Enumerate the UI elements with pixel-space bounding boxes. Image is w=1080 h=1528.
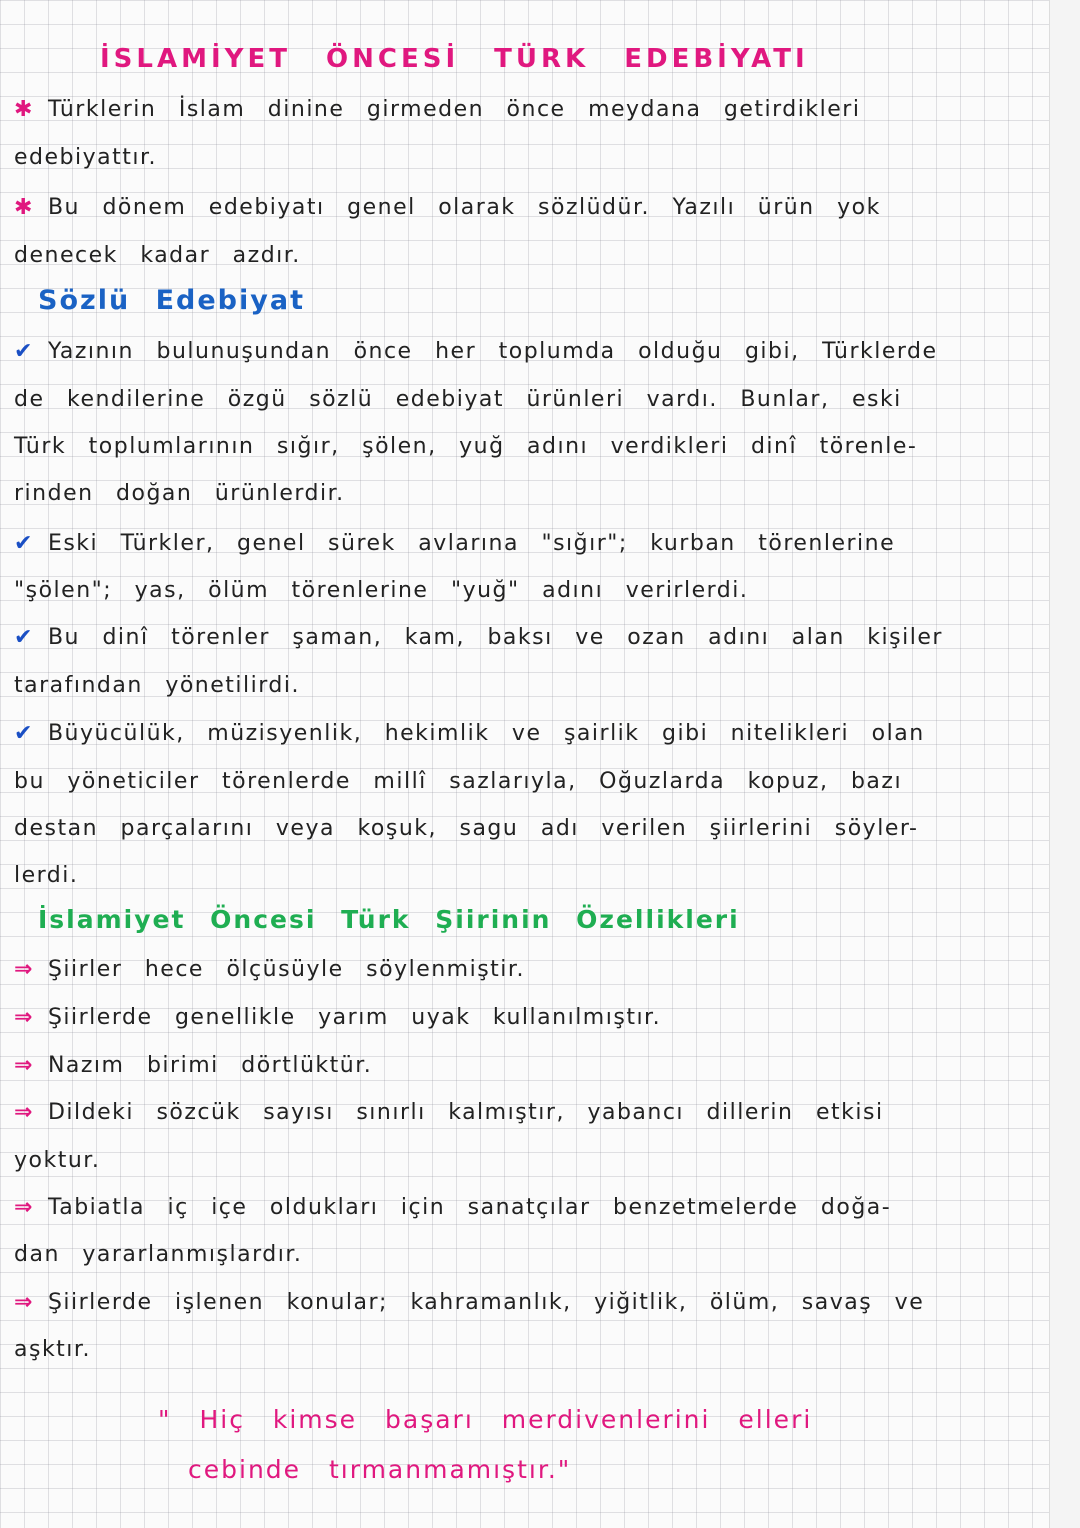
note-text: Eski Türkler, genel sürek avlarına "sığır"; kurban törenlerine [47, 531, 896, 556]
note-line [14, 385, 1030, 415]
note-line [14, 767, 1030, 797]
note-line [14, 955, 1030, 985]
checkmark-icon: ✔ [14, 625, 34, 650]
page-edge [1049, 0, 1080, 1528]
note-text: Türklerin İslam dinine girmeden önce meydana getirdikleri [47, 97, 861, 122]
arrow-icon: ⇒ [14, 1100, 34, 1125]
note-text: Dildeki sözcük sayısı sınırlı kalmıştır, yabancı dillerin etkisi [47, 1100, 884, 1125]
note-line [14, 95, 1030, 125]
note-text: edebiyattır. [14, 145, 157, 170]
note-line [14, 1288, 1030, 1318]
note-text: Şiirler hece ölçüsüyle söylenmiştir. [47, 957, 525, 982]
note-text: lerdi. [14, 863, 79, 888]
checkmark-icon: ✔ [14, 339, 34, 364]
note-text: Büyücülük, müzisyenlik, hekimlik ve şairlik gibi nitelikleri olan [47, 721, 925, 746]
checkmark-icon: ✔ [14, 721, 34, 746]
arrow-icon: ⇒ [14, 957, 34, 982]
note-line [14, 1335, 1030, 1365]
note-text: Bu dinî törenler şaman, kam, baksı ve ozan adını alan kişiler [47, 625, 943, 650]
note-line [14, 1098, 1030, 1128]
note-text: Türk toplumlarının sığır, şölen, yuğ adını verdikleri dinî törenle- [14, 434, 918, 459]
note-text: Nazım birimi dörtlüktür. [47, 1053, 373, 1078]
note-text: Şiirlerde genellikle yarım uyak kullanılmıştır. [47, 1005, 662, 1030]
note-line [14, 1146, 1030, 1176]
checkmark-icon: ✔ [14, 531, 34, 556]
note-text: denecek kadar azdır. [14, 243, 301, 268]
note-line [14, 671, 1030, 701]
note-line [14, 241, 1030, 271]
note-text: bu yöneticiler törenlerde millî sazlarıyla, Oğuzlarda kopuz, bazı [14, 769, 903, 794]
arrow-icon: ⇒ [14, 1195, 34, 1220]
note-text: Şiirlerde işlenen konular; kahramanlık, yiğitlik, ölüm, savaş ve [47, 1290, 925, 1315]
note-line [14, 143, 1030, 173]
asterisk-icon: ✱ [14, 97, 34, 122]
arrow-icon: ⇒ [14, 1290, 34, 1315]
note-line [14, 576, 1030, 606]
note-line [14, 1051, 1030, 1081]
note-text: de kendilerine özgü sözlü edebiyat ürünleri vardı. Bunlar, eski [14, 387, 902, 412]
section-heading-siir-ozellikleri: İslamiyet Öncesi Türk Şiirinin Özellikleri [38, 905, 740, 934]
arrow-icon: ⇒ [14, 1005, 34, 1030]
page-title: İSLAMİYET ÖNCESİ TÜRK EDEBİYATI [100, 44, 809, 74]
section-heading-sozlu-edebiyat: Sözlü Edebiyat [38, 285, 305, 316]
note-line [14, 1003, 1030, 1033]
note-text: dan yararlanmışlardır. [14, 1242, 303, 1267]
note-text: tarafından yönetilirdi. [14, 673, 300, 698]
note-line [14, 432, 1030, 462]
note-text: Tabiatla iç içe oldukları için sanatçılar benzetmelerde doğa- [47, 1195, 892, 1220]
note-text: "şölen"; yas, ölüm törenlerine "yuğ" adını verirlerdi. [14, 578, 749, 603]
note-line [14, 623, 1030, 653]
note-line [14, 1240, 1030, 1270]
note-line [14, 529, 1030, 559]
arrow-icon: ⇒ [14, 1053, 34, 1078]
note-line [14, 337, 1030, 367]
quote-line-1: " Hiç kimse başarı merdivenlerini elleri [158, 1405, 813, 1434]
note-text: destan parçalarını veya koşuk, sagu adı verilen şiirlerini söyler- [14, 816, 919, 841]
note-line [14, 719, 1030, 749]
note-text: rinden doğan ürünlerdir. [14, 481, 345, 506]
note-line [14, 1193, 1030, 1223]
note-line [14, 814, 1030, 844]
asterisk-icon: ✱ [14, 195, 34, 220]
note-text: aşktır. [14, 1337, 91, 1362]
note-line [14, 861, 1030, 891]
note-text: Yazının bulunuşundan önce her toplumda olduğu gibi, Türklerde [47, 339, 938, 364]
quote-line-2: cebinde tırmanmamıştır." [188, 1455, 572, 1484]
note-text: yoktur. [14, 1148, 101, 1173]
note-line [14, 193, 1030, 223]
note-line [14, 479, 1030, 509]
note-text: Bu dönem edebiyatı genel olarak sözlüdür. Yazılı ürün yok [47, 195, 881, 220]
